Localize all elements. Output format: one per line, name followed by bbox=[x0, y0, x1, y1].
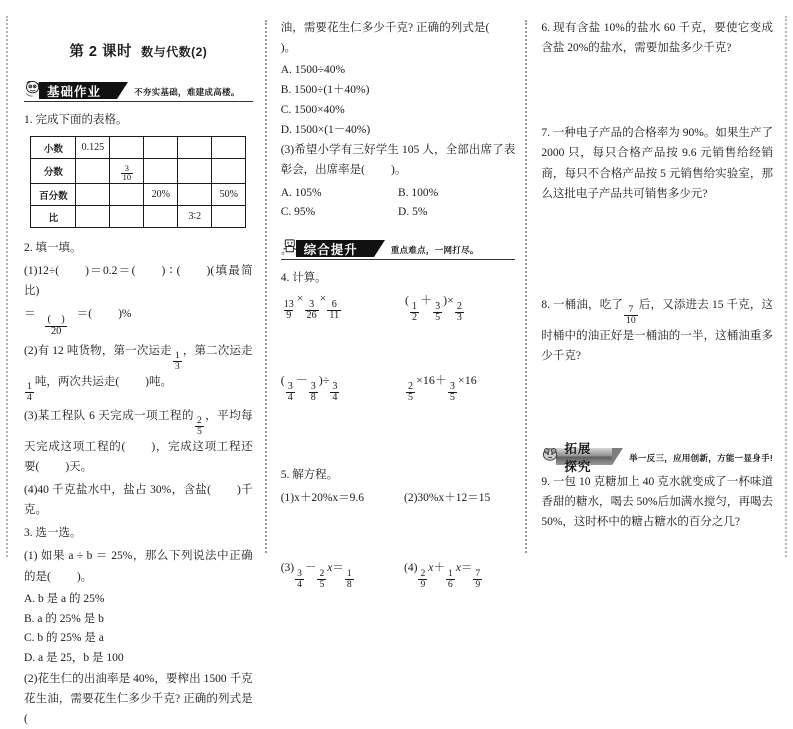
fraction-numerator: 1 bbox=[412, 300, 418, 312]
fraction-7-10 bbox=[624, 305, 638, 326]
fraction-denominator: 8 bbox=[310, 392, 316, 404]
fraction-denominator: 5 bbox=[196, 426, 202, 438]
badge-label-basic: 基础作业 bbox=[39, 82, 117, 99]
question-7: 7. 一种电子产品的合格率为 90%。如果生产了 2000 只，每只合格产品按 9.6 元销售给经销商，每只不合格产品按 5 元销售给实验室，那么这批电子产品共可销售多少元? bbox=[541, 127, 774, 200]
fraction-numerator: 6 bbox=[331, 298, 337, 310]
fraction-1-6 bbox=[446, 569, 455, 590]
question-4-expr-2 bbox=[391, 291, 515, 323]
fraction-denominator: 4 bbox=[332, 392, 338, 404]
fraction-numerator-blank[interactable]: ( ) bbox=[47, 314, 65, 326]
cell-r2c1[interactable] bbox=[110, 184, 144, 206]
fraction-denominator: 6 bbox=[447, 578, 453, 590]
question-4-expr-4 bbox=[391, 371, 515, 403]
op-minus: － bbox=[295, 373, 308, 388]
question-5-prompt: 5. 解方程。 bbox=[280, 469, 339, 482]
fraction-denominator: 10 bbox=[626, 314, 636, 326]
fraction-denominator: 4 bbox=[297, 578, 302, 590]
fraction-denominator: 9 bbox=[420, 578, 426, 590]
question-4-prompt: 4. 计算。 bbox=[280, 272, 327, 285]
q8-a: 8. 一桶油，吃了 bbox=[541, 298, 624, 311]
q3-p2-b: )。 bbox=[280, 42, 297, 55]
section-header-comprehensive bbox=[281, 235, 516, 257]
cell-r2c0[interactable] bbox=[76, 184, 110, 206]
question-1-prompt: 1. 完成下面的表格。 bbox=[24, 114, 128, 126]
op-multiply-1: × bbox=[296, 291, 304, 306]
op-multiply-1: × bbox=[416, 373, 423, 388]
q3-p1-option-c[interactable]: C. b 的 25% 是 a bbox=[24, 632, 104, 645]
question-3-prompt: 3. 选一选。 bbox=[24, 527, 82, 540]
fraction-denominator: 8 bbox=[346, 578, 352, 590]
op-multiply-2: × bbox=[457, 373, 465, 388]
cell-r3c1[interactable] bbox=[110, 206, 144, 228]
paren-open: ( bbox=[280, 373, 285, 388]
section-header-basic bbox=[24, 77, 253, 99]
q3-p3-option-a[interactable]: A. 105% bbox=[280, 186, 322, 199]
fraction-2-5 bbox=[406, 382, 415, 404]
question-5-eq-2: (2)30%x＋12＝15 bbox=[404, 492, 491, 505]
fraction-3-5 bbox=[433, 302, 442, 324]
question-8 bbox=[541, 295, 773, 366]
q3-p1-a: (1) 如果 a ÷ b ＝ 25%，那么下列说法中正确的是( bbox=[24, 550, 253, 583]
number-16-a: 16 bbox=[422, 373, 435, 388]
q3-p1-option-b[interactable]: B. a 的 25% 是 b bbox=[24, 612, 104, 625]
q2-p1-c: ) ∶ ( bbox=[161, 265, 181, 278]
cell-r3c4[interactable] bbox=[212, 206, 246, 228]
page-left-dotted-border bbox=[6, 16, 8, 557]
q2-p2-b: ，第二次运走 bbox=[182, 344, 253, 357]
variable-x-2: x bbox=[455, 562, 461, 575]
cell-r2c4[interactable]: 50% bbox=[212, 184, 246, 206]
q3-p3-option-c[interactable]: C. 95% bbox=[280, 206, 316, 219]
question-4-row-2 bbox=[281, 371, 516, 403]
row-label-decimal: 小数 bbox=[31, 137, 76, 159]
q3-p2-option-d[interactable]: D. 1500×(1－40%) bbox=[280, 123, 371, 136]
question-2-part-1-cont bbox=[24, 304, 253, 337]
fraction-denominator: 4 bbox=[27, 391, 32, 403]
mascot-icon bbox=[281, 237, 300, 257]
paren-close: ) bbox=[318, 373, 323, 388]
fraction-1-3 bbox=[173, 351, 182, 372]
column-right bbox=[527, 18, 783, 555]
fraction-denominator: 2 bbox=[412, 312, 418, 324]
question-9: 9. 一包 10 克糖加上 40 克水就变成了一杯味道香甜的糖水，喝去 50%后加满水搅匀，再喝去 50%，这时杯中的糖占糖水的百分之几? bbox=[541, 476, 774, 529]
badge-label-comprehensive: 综合提升 bbox=[296, 240, 374, 257]
fraction-denominator: 4 bbox=[287, 392, 293, 404]
question-5-eq-3 bbox=[281, 558, 392, 589]
cell-r2c2[interactable]: 20% bbox=[144, 184, 178, 206]
fraction-denominator: 9 bbox=[286, 310, 292, 322]
section-rule-comprehensive bbox=[281, 259, 516, 260]
question-2-part-4 bbox=[24, 480, 253, 520]
badge-tagline-extension: 举一反三，应用创新，方能一显身手! bbox=[629, 453, 774, 464]
q3-p1-option-d[interactable]: D. a 是 25，b 是 100 bbox=[24, 652, 124, 665]
q2-p3-b: ，平均每天完成这项工程的( bbox=[24, 409, 253, 453]
table-row bbox=[31, 206, 246, 228]
fraction-numerator: 2 bbox=[420, 567, 426, 579]
table-row bbox=[31, 137, 246, 159]
page-title bbox=[24, 40, 253, 61]
q2-p1-a: (1)12÷( bbox=[24, 265, 60, 278]
badge-label-extension: 拓展探究 bbox=[556, 448, 612, 465]
q3-p2-text: (2)花生仁的出油率是 40%，要榨出 1500 千克花生油，需要花生仁多少千克? 正确的列式是( bbox=[24, 672, 253, 726]
fraction-3-4-b bbox=[330, 382, 339, 404]
cell-r1c1[interactable] bbox=[110, 159, 144, 184]
cell-r3c3[interactable]: 3∶2 bbox=[178, 206, 212, 228]
fraction-3-8 bbox=[309, 382, 318, 404]
question-4-expr-1 bbox=[281, 291, 391, 323]
row-label-percent: 百分数 bbox=[31, 184, 76, 206]
fraction-denominator: 10 bbox=[122, 173, 132, 183]
fraction-1-2 bbox=[410, 302, 419, 324]
q2-p4-b: )千克。 bbox=[24, 484, 253, 517]
variable-x: x bbox=[327, 562, 333, 575]
q3-p3-options-row-1 bbox=[281, 184, 516, 204]
fraction-1-8 bbox=[345, 569, 354, 590]
q3-p2-option-b[interactable]: B. 1500÷(1＋40%) bbox=[280, 84, 370, 97]
fraction-2-5 bbox=[317, 569, 326, 590]
mascot-icon bbox=[541, 445, 560, 465]
cell-r3c0[interactable] bbox=[76, 206, 110, 228]
table-row bbox=[31, 159, 246, 184]
question-6: 6. 现有含盐 10%的盐水 60 千克，要使它变成含盐 20%的盐水，需要加盐多少千克? bbox=[541, 22, 774, 55]
fraction-3-26 bbox=[305, 300, 319, 322]
fraction-numerator: 3 bbox=[310, 380, 316, 392]
q2-p1-e: ＝ bbox=[24, 308, 36, 321]
work-space-4[interactable] bbox=[541, 61, 773, 123]
op-divide: ÷ bbox=[322, 373, 330, 388]
question-5-row-2 bbox=[281, 558, 516, 589]
fraction-denominator: 5 bbox=[319, 578, 325, 590]
cell-r0c3[interactable] bbox=[178, 137, 212, 159]
op-equals: ＝ bbox=[332, 562, 344, 575]
cell-r1c4[interactable] bbox=[212, 159, 246, 184]
question-5-eq-1: (1)x＋20%x＝9.6 bbox=[280, 492, 365, 505]
paren-open: ( bbox=[405, 293, 410, 308]
question-2-part-1 bbox=[24, 261, 253, 301]
fraction-numerator: 2 bbox=[196, 415, 202, 427]
q2-p4-a: (4)40 千克盐水中，盐占 30%，含盐( bbox=[24, 484, 211, 497]
work-space-2[interactable] bbox=[281, 403, 516, 465]
cell-r0c4[interactable] bbox=[212, 137, 246, 159]
cell-r0c0[interactable]: 0.125 bbox=[76, 137, 110, 159]
eq4-label: (4) bbox=[404, 562, 418, 575]
row-label-fraction: 分数 bbox=[31, 159, 76, 184]
op-multiply-2: × bbox=[319, 291, 327, 306]
op-equals: ＝ bbox=[460, 562, 473, 575]
fraction-2-5 bbox=[195, 416, 204, 437]
fraction-numerator: 2 bbox=[408, 380, 414, 392]
fraction-2-9 bbox=[418, 569, 427, 590]
fraction-numerator: 1 bbox=[174, 350, 180, 362]
cell-r1c3[interactable] bbox=[178, 159, 212, 184]
q3-p2-option-a[interactable]: A. 1500÷40% bbox=[280, 64, 346, 77]
section-rule-basic bbox=[24, 101, 253, 102]
mascot-icon bbox=[24, 79, 43, 99]
work-space-6[interactable] bbox=[541, 369, 773, 431]
cell-r0c1[interactable] bbox=[110, 137, 144, 159]
conversion-table bbox=[30, 136, 246, 228]
paren-close: ) bbox=[443, 293, 448, 308]
question-4-expr-3 bbox=[281, 371, 391, 403]
fraction-denominator: 5 bbox=[435, 312, 441, 324]
q3-p3-b: )。 bbox=[391, 164, 407, 177]
badge-tagline-comprehensive: 重点难点，一网打尽。 bbox=[390, 245, 479, 256]
q2-p2-d: )吨。 bbox=[145, 375, 173, 388]
question-5-eq-4 bbox=[392, 558, 515, 589]
fraction-3-10 bbox=[121, 165, 133, 183]
work-space-1[interactable] bbox=[281, 323, 516, 371]
fraction-numerator: 7 bbox=[628, 304, 634, 316]
question-3-part-3 bbox=[281, 140, 516, 180]
row-label-ratio: 比 bbox=[31, 206, 76, 228]
q3-p3-options-row-2 bbox=[281, 203, 516, 223]
cell-r0c2[interactable] bbox=[144, 137, 178, 159]
variable-x-1: x bbox=[428, 562, 434, 575]
question-3-part-2 bbox=[24, 669, 253, 729]
op-multiply: × bbox=[447, 293, 454, 308]
op-plus: ＋ bbox=[420, 293, 433, 308]
fraction-3-5 bbox=[448, 382, 457, 404]
fraction-numerator: 3 bbox=[297, 567, 302, 579]
q3-p2-tail: 油，需要花生仁多少千克? 正确的列式是( bbox=[280, 22, 490, 34]
q2-p3-c: )，完成这项工程还要( bbox=[24, 440, 253, 473]
page-title-sub: 数与代数(2) bbox=[141, 45, 208, 59]
fraction-numerator: 2 bbox=[456, 300, 462, 312]
work-space-5b[interactable] bbox=[541, 269, 773, 295]
fraction-denominator: 5 bbox=[449, 392, 455, 404]
fraction-numerator: 3 bbox=[332, 380, 338, 392]
table-row bbox=[31, 184, 246, 206]
fraction-13-9 bbox=[282, 300, 296, 322]
op-minus: － bbox=[304, 562, 317, 575]
fraction-denominator: 20 bbox=[45, 326, 67, 338]
question-3-part-2-cont bbox=[281, 18, 516, 58]
fraction-2-3 bbox=[455, 302, 464, 324]
q3-p2-option-c[interactable]: C. 1500×40% bbox=[280, 103, 345, 116]
fraction-denominator: 3 bbox=[174, 360, 180, 372]
section-header-extension bbox=[541, 441, 774, 474]
fraction-denominator: 26 bbox=[306, 310, 317, 322]
q8-b: 后，又添进去 15 千克，这时桶中的油正好是一桶油的一半，这桶油重多少千克? bbox=[541, 298, 774, 362]
work-space-5[interactable] bbox=[541, 207, 773, 269]
question-2-prompt: 2. 填一填。 bbox=[24, 242, 82, 255]
q2-p1-g: )% bbox=[118, 308, 132, 321]
fraction-denominator: 5 bbox=[408, 392, 414, 404]
op-plus: ＋ bbox=[434, 373, 447, 388]
fraction-1-4 bbox=[25, 382, 34, 403]
q3-p3-option-b[interactable]: B. 100% bbox=[398, 186, 439, 199]
fraction-numerator: 1 bbox=[447, 567, 453, 579]
fraction-numerator: 1 bbox=[346, 567, 352, 579]
q2-p1-f: ＝( bbox=[76, 308, 93, 321]
fraction-numerator: 3 bbox=[124, 163, 129, 173]
fraction-numerator: 3 bbox=[287, 380, 293, 392]
number-16-b: 16 bbox=[464, 373, 477, 388]
badge-tagline-basic: 不夯实基础，难建成高楼。 bbox=[134, 87, 240, 97]
fraction-numerator: 3 bbox=[449, 380, 455, 392]
q3-p3-a: (3)希望小学有三好学生 105 人，全部出席了表彰会，出席率是( bbox=[280, 144, 516, 177]
page-right-dotted-border bbox=[785, 16, 787, 557]
question-5-row-1 bbox=[281, 488, 516, 510]
fraction-numerator: 7 bbox=[475, 567, 481, 579]
q3-p1-b: )。 bbox=[76, 570, 93, 583]
work-space-3[interactable] bbox=[281, 510, 516, 558]
fraction-numerator: 3 bbox=[309, 298, 315, 310]
cell-r1c0[interactable] bbox=[76, 159, 110, 184]
column-left bbox=[10, 18, 265, 726]
q2-p3-a: (3)某工程队 6 天完成一项工程的 bbox=[24, 409, 194, 422]
column-middle bbox=[267, 18, 526, 590]
fraction-denominator: 9 bbox=[475, 578, 481, 590]
fraction-7-9 bbox=[473, 569, 482, 590]
q2-p2-c: 吨，两次共运走( bbox=[34, 375, 120, 388]
fraction-numerator: 13 bbox=[283, 298, 294, 310]
q2-p1-b: )＝0.2＝( bbox=[85, 265, 136, 278]
cell-r2c3[interactable] bbox=[178, 184, 212, 206]
question-4-row-1 bbox=[281, 291, 516, 323]
question-2-part-3 bbox=[24, 406, 253, 477]
fraction-blank-over-20 bbox=[38, 315, 75, 338]
q2-p1-d: )(填最简比) bbox=[24, 265, 253, 298]
q2-p3-d: )天。 bbox=[65, 460, 93, 473]
op-plus: ＋ bbox=[433, 562, 445, 575]
fraction-denominator: 11 bbox=[329, 310, 340, 322]
fraction-3-4 bbox=[286, 382, 295, 404]
question-2-part-2 bbox=[24, 341, 253, 403]
fraction-numerator: 1 bbox=[27, 381, 32, 393]
q2-p2-a: (2)有 12 吨货物，第一次运走 bbox=[24, 344, 172, 357]
cell-r3c2[interactable] bbox=[144, 206, 178, 228]
eq3-label: (3) bbox=[280, 562, 295, 575]
fraction-3-4 bbox=[295, 569, 304, 590]
page-title-main: 第 2 课时 bbox=[69, 44, 133, 60]
cell-r1c2[interactable] bbox=[144, 159, 178, 184]
spacer bbox=[281, 223, 516, 233]
fraction-numerator: 3 bbox=[435, 300, 441, 312]
fraction-6-11 bbox=[327, 300, 341, 322]
q3-p3-option-d[interactable]: D. 5% bbox=[398, 206, 428, 219]
fraction-numerator: 2 bbox=[319, 567, 325, 579]
fraction-denominator: 3 bbox=[456, 312, 462, 324]
q3-p1-option-a[interactable]: A. b 是 a 的 25% bbox=[24, 592, 105, 605]
